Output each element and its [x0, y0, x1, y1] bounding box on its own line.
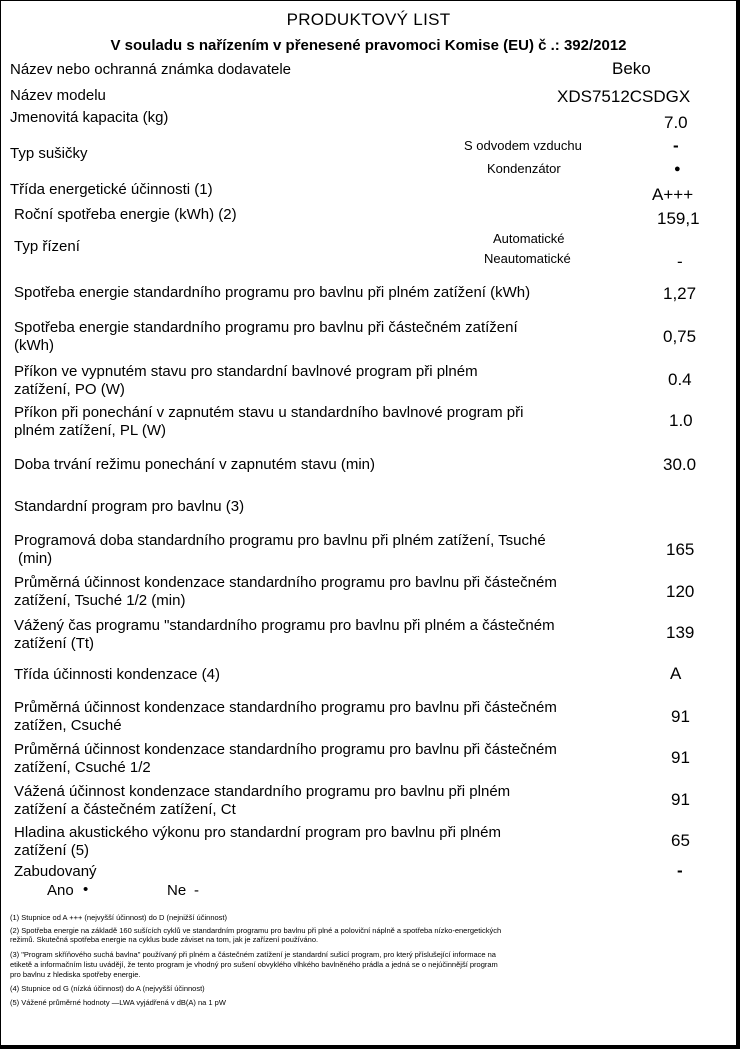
program-time-full-label-line1: Programová doba standardního programu pro bavlnu při plném zatížení, Tsuché [14, 532, 546, 549]
cond-eff-full-label-line2: zatížen, Csuché [14, 717, 122, 734]
footnote-3-line2: etiketě a informačním listu uvádějí, že tento program je vhodný pro sušení obvyklého vlhkého bavlněného prádla a jedná se o nejúčinnější program [10, 960, 498, 969]
cond-eff-weighted-label-line1: Vážená účinnost kondenzace standardního programu pro bavlnu při plném [14, 783, 511, 800]
power-off-label-line1: Příkon ve vypnutém stavu pro standardní bavlnové program při plném [14, 363, 478, 380]
cond-eff-half-label-line2: zatížení, Csuché 1/2 [14, 759, 151, 776]
cond-eff-full-value: 91 [671, 707, 690, 726]
weighted-time-value: 139 [666, 623, 695, 642]
built-in-yes-mark: • [83, 881, 89, 898]
energy-full-label: Spotřeba energie standardního programu pro bavlnu při plném zatížení (kWh) [14, 284, 531, 301]
footnote-2-line1: (2) Spotřeba energie na základě 160 sušících cyklů ve standardním programu pro bavlnu při plné a poloviční náplně a spotřeba nízko-energetických [10, 926, 502, 935]
program-time-partial-label-line1: Průměrná účinnost kondenzace standardního programu pro bavlnu při částečném [14, 574, 557, 591]
footnote-4: (4) Stupnice od G (nízká účinnost) do A (nejvyšší účinnost) [10, 984, 205, 993]
dryer-type-air-vented-value: - [673, 136, 679, 155]
control-type-option-automatic: Automatické [493, 231, 565, 246]
control-type-value: - [677, 252, 683, 271]
annual-energy-value: 159,1 [657, 209, 700, 228]
cond-eff-weighted-label-line2: zatížení a částečném zatížení, Ct [14, 801, 236, 818]
control-type-label: Typ řízení [14, 238, 80, 255]
energy-partial-label-line2: (kWh) [14, 337, 54, 354]
page-title: PRODUKTOVÝ LIST [286, 10, 451, 29]
built-in-no-label: Ne [167, 882, 187, 899]
power-left-on-label-line2: plném zatížení, PL (W) [14, 422, 166, 439]
page-subtitle: V souladu s nařízením v přenesené pravomoci Komise (EU) č .: 392/2012 [110, 37, 627, 54]
energy-class-value: A+++ [652, 185, 694, 204]
weighted-time-label-line1: Vážený čas programu "standardního programu pro bavlnu při plném a částečném [14, 617, 555, 634]
footnote-3-line1: (3) "Program skříňového suchá bavlna" používaný při plném a částečném zatížení je standardní sušicí program, pro který příslušející informace na [10, 950, 496, 959]
left-on-duration-value: 30.0 [663, 455, 697, 474]
power-off-label-line2: zatížení, PO (W) [14, 381, 125, 398]
energy-partial-label-line1: Spotřeba energie standardního programu pro bavlnu při částečném zatížení [14, 319, 518, 336]
program-time-partial-value: 120 [666, 582, 695, 601]
built-in-yes-label: Ano [47, 882, 74, 899]
program-time-full-value: 165 [666, 540, 695, 559]
control-type-option-non-automatic: Neautomatické [484, 251, 571, 266]
program-time-full-label-line2: (min) [18, 550, 53, 567]
model-value: XDS7512CSDGX [557, 87, 691, 106]
noise-value: 65 [671, 831, 690, 850]
built-in-label: Zabudovaný [14, 863, 97, 880]
built-in-no-mark: - [194, 882, 199, 899]
power-left-on-value: 1.0 [669, 411, 693, 430]
dryer-type-label: Typ sušičky [10, 145, 88, 162]
annual-energy-label: Roční spotřeba energie (kWh) (2) [14, 206, 237, 223]
capacity-label: Jmenovitá kapacita (kg) [10, 109, 169, 126]
product-sheet [1, 1, 736, 1045]
energy-full-value: 1,27 [663, 284, 697, 303]
noise-label-line2: zatížení (5) [14, 842, 90, 859]
power-left-on-label-line1: Příkon při ponechání v zapnutém stavu u standardního bavlnové program při [14, 404, 524, 421]
cond-eff-half-value: 91 [671, 748, 690, 767]
energy-class-label: Třída energetické účinnosti (1) [10, 181, 213, 198]
program-time-partial-label-line2: zatížení, Tsuché 1/2 (min) [14, 592, 186, 609]
dryer-type-option-condenser: Kondenzátor [487, 161, 561, 176]
cond-eff-full-label-line1: Průměrná účinnost kondenzace standardního programu pro bavlnu při částečném [14, 699, 557, 716]
footnote-3-line3: pro bavlnu z hlediska spotřeby energie. [10, 970, 141, 979]
cond-eff-weighted-value: 91 [671, 790, 690, 809]
condensation-class-value: A [670, 664, 682, 683]
left-on-duration-label: Doba trvání režimu ponechání v zapnutém stavu (min) [14, 456, 376, 473]
condensation-class-label: Třída účinnosti kondenzace (4) [14, 666, 220, 683]
power-off-value: 0.4 [668, 370, 692, 389]
energy-partial-value: 0,75 [663, 327, 697, 346]
standard-program-label: Standardní program pro bavlnu (3) [14, 498, 245, 515]
supplier-value: Beko [612, 59, 651, 78]
weighted-time-label-line2: zatížení (Tt) [14, 635, 95, 652]
cond-eff-half-label-line1: Průměrná účinnost kondenzace standardního programu pro bavlnu při částečném [14, 741, 557, 758]
footnote-2-line2: režimů. Skutečná spotřeba energie na cyklus bude záviset na tom, jak je zařízení používáno. [10, 935, 319, 944]
footnote-5: (5) Vážené průměrné hodnoty —LWA vyjádřená v dB(A) na 1 pW [10, 998, 226, 1007]
built-in-value: - [677, 861, 683, 880]
supplier-label: Název nebo ochranná známka dodavatele [10, 61, 292, 78]
dryer-type-condenser-value: ● [674, 163, 681, 175]
dryer-type-option-air-vented: S odvodem vzduchu [464, 138, 582, 153]
noise-label-line1: Hladina akustického výkonu pro standardní program pro bavlnu při plném [14, 824, 501, 841]
capacity-value: 7.0 [664, 113, 688, 132]
footnote-1: (1) Stupnice od A +++ (nejvyšší účinnost) do D (nejnižší účinnost) [10, 913, 227, 922]
model-label: Název modelu [10, 87, 106, 104]
